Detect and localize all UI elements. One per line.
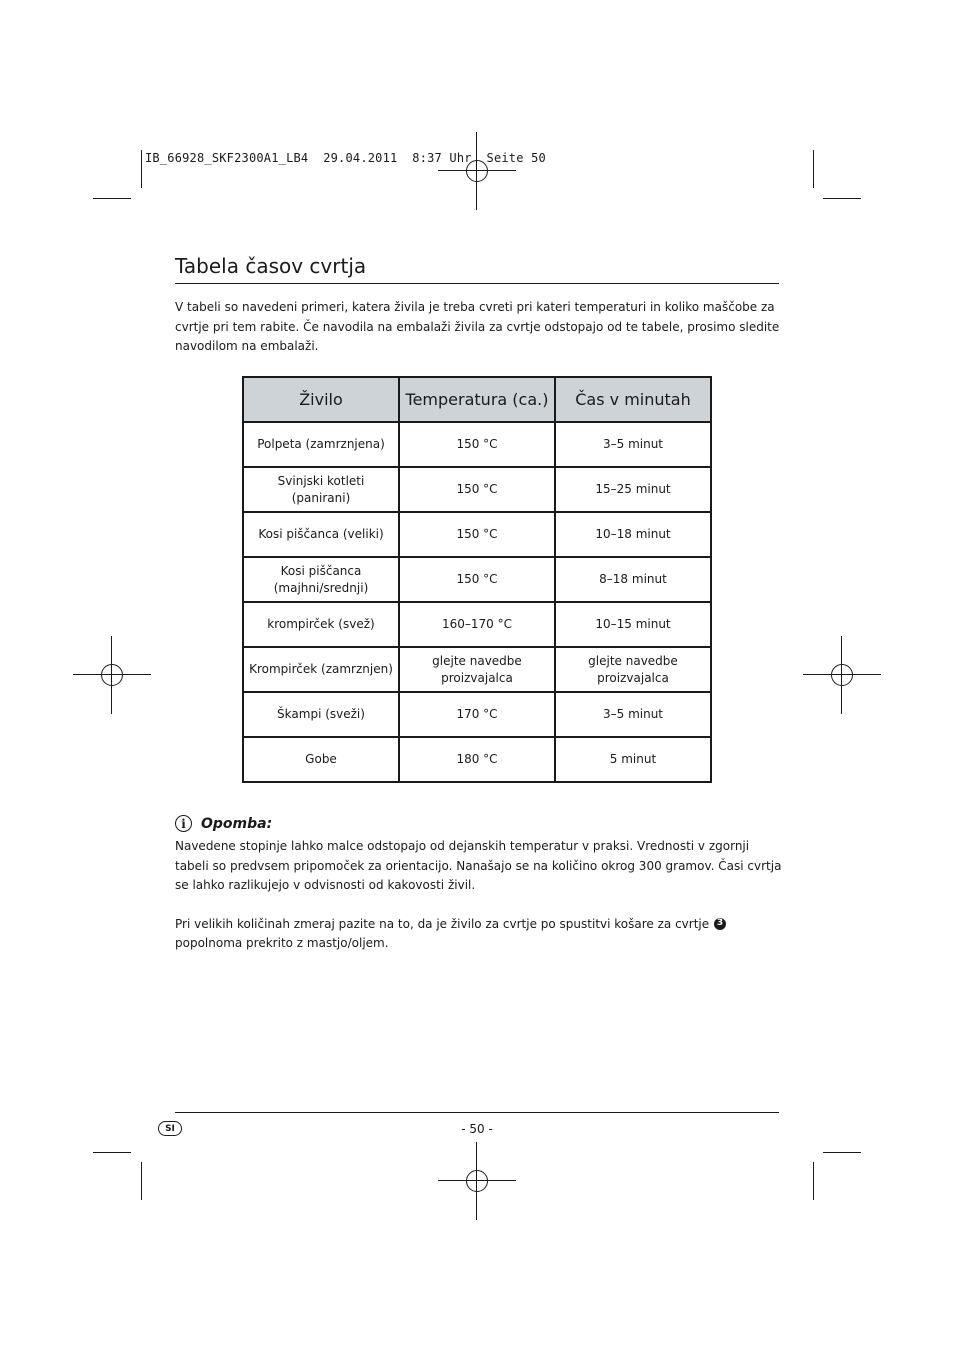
header-food: Živilo bbox=[243, 377, 399, 422]
cell-temperature: glejte navedbe proizvajalca bbox=[399, 647, 555, 692]
cell-temperature: 170 °C bbox=[399, 692, 555, 737]
note-paragraph bbox=[175, 915, 785, 954]
table-row bbox=[243, 512, 711, 557]
crop-mark bbox=[93, 198, 131, 199]
crop-mark bbox=[141, 1162, 142, 1200]
table-row bbox=[243, 557, 711, 602]
cell-food: Škampi (sveži) bbox=[243, 692, 399, 737]
table-row bbox=[243, 467, 711, 512]
frying-times-table bbox=[242, 376, 712, 783]
table-row bbox=[243, 692, 711, 737]
registration-mark-top bbox=[438, 132, 516, 210]
intro-paragraph: V tabeli so navedeni primeri, katera živila je treba cvreti pri kateri temperaturi in koliko maščobe za cvrtje pri tem rabite. Če navodila na embalaži živila za cvrtje odstopajo od te tabele, prosimo sledite navodilom na embalaži. bbox=[175, 300, 780, 353]
crop-mark bbox=[93, 1152, 131, 1153]
cell-time: 10–18 minut bbox=[555, 512, 711, 557]
cell-time: 10–15 minut bbox=[555, 602, 711, 647]
cell-time: glejte navedbe proizvajalca bbox=[555, 647, 711, 692]
footer-divider bbox=[175, 1112, 779, 1113]
crop-mark bbox=[813, 150, 814, 188]
cell-temperature: 150 °C bbox=[399, 467, 555, 512]
note-heading bbox=[175, 815, 272, 832]
table-row bbox=[243, 422, 711, 467]
cell-time: 15–25 minut bbox=[555, 467, 711, 512]
header-time: Čas v minutah bbox=[555, 377, 711, 422]
print-slug: IB_66928_SKF2300A1_LB4 29.04.2011 8:37 Uhr Seite 50 bbox=[145, 151, 546, 165]
table-row bbox=[243, 602, 711, 647]
crop-mark bbox=[823, 1152, 861, 1153]
cell-temperature: 150 °C bbox=[399, 557, 555, 602]
table-row bbox=[243, 647, 711, 692]
cell-time: 3–5 minut bbox=[555, 692, 711, 737]
registration-mark-left bbox=[73, 636, 151, 714]
note-text-before: Pri velikih količinah zmeraj pazite na to, da je živilo za cvrtje po spustitvi košare za cvrtje bbox=[175, 916, 710, 931]
cell-time: 5 minut bbox=[555, 737, 711, 782]
cell-temperature: 150 °C bbox=[399, 512, 555, 557]
title-divider bbox=[175, 283, 779, 284]
cell-food: Kosi piščanca (majhni/srednji) bbox=[243, 557, 399, 602]
intro-text bbox=[175, 298, 785, 357]
registration-mark-bottom bbox=[438, 1142, 516, 1220]
page-number: - 50 - bbox=[461, 1122, 493, 1136]
language-badge: SI bbox=[158, 1121, 182, 1136]
cell-food: Kosi piščanca (veliki) bbox=[243, 512, 399, 557]
note-text-after: popolnoma prekrito z mastjo/oljem. bbox=[175, 936, 389, 950]
note-label: Opomba: bbox=[201, 815, 273, 832]
cell-temperature: 150 °C bbox=[399, 422, 555, 467]
cell-time: 3–5 minut bbox=[555, 422, 711, 467]
note-paragraph: Navedene stopinje lahko malce odstopajo od dejanskih temperatur v praksi. Vrednosti v zgornji tabeli so predvsem pripomoček za orientacijo. Nanašajo se na količino okrog 300 gramov. Časi cvrtja se lahko razlikujejo v odvisnosti od kakovosti živil. bbox=[175, 839, 782, 892]
cell-time: 8–18 minut bbox=[555, 557, 711, 602]
cell-food: Krompirček (zamrznjen) bbox=[243, 647, 399, 692]
registration-mark-right bbox=[803, 636, 881, 714]
header-temperature: Temperatura (ca.) bbox=[399, 377, 555, 422]
crop-mark bbox=[823, 198, 861, 199]
crop-mark bbox=[813, 1162, 814, 1200]
crop-mark bbox=[141, 150, 142, 188]
cell-temperature: 160–170 °C bbox=[399, 602, 555, 647]
cell-food: Gobe bbox=[243, 737, 399, 782]
info-icon: i bbox=[175, 815, 192, 832]
cell-food: Svinjski kotleti (panirani) bbox=[243, 467, 399, 512]
cell-food: krompirček (svež) bbox=[243, 602, 399, 647]
table-row bbox=[243, 737, 711, 782]
note-body bbox=[175, 837, 785, 954]
cell-temperature: 180 °C bbox=[399, 737, 555, 782]
part-number-badge: 3 bbox=[714, 918, 726, 930]
table-header-row bbox=[243, 377, 711, 422]
page-title: Tabela časov cvrtja bbox=[175, 254, 367, 278]
cell-food: Polpeta (zamrznjena) bbox=[243, 422, 399, 467]
